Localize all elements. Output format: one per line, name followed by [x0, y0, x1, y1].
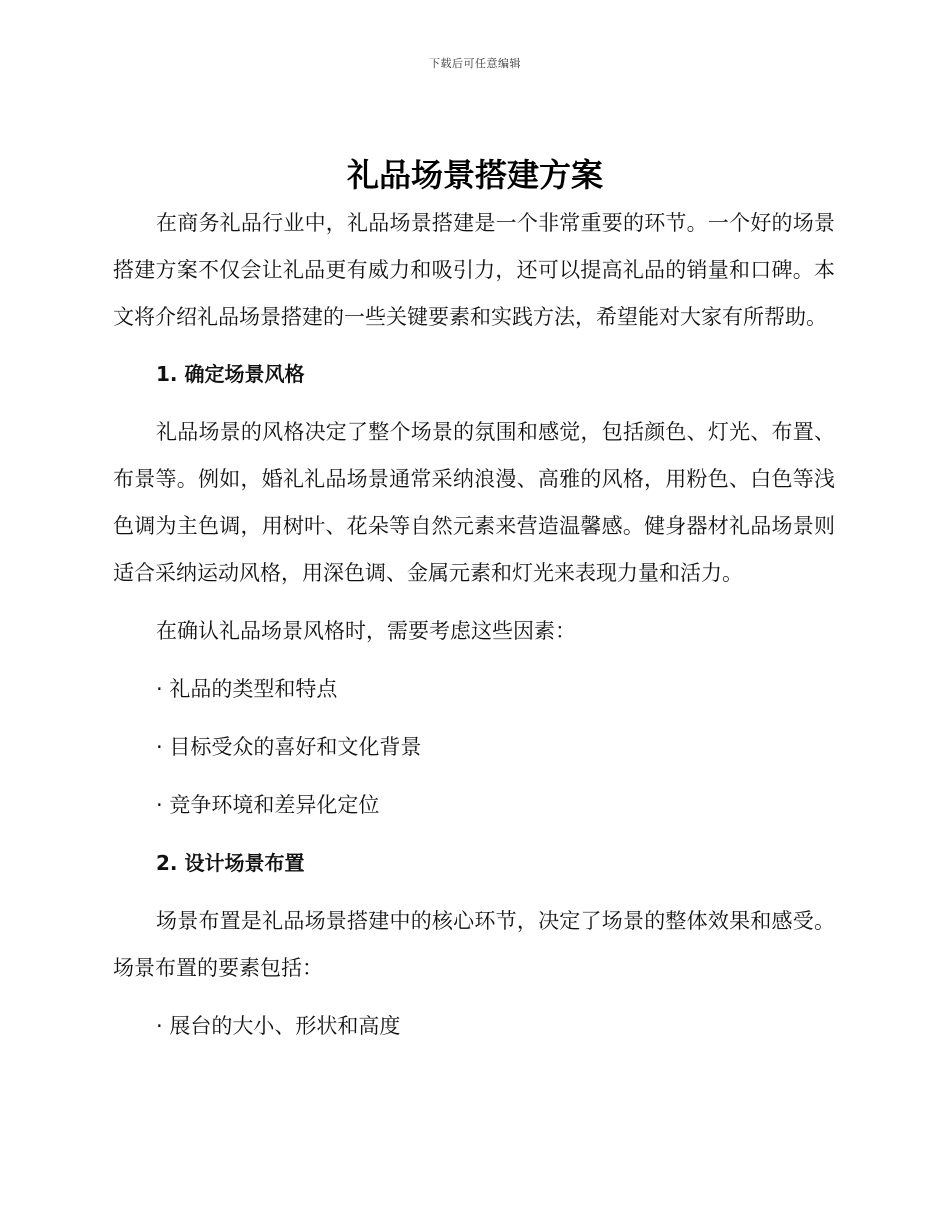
list-item: · 竞争环境和差异化定位 [156, 793, 380, 817]
list-item: · 目标受众的喜好和文化背景 [156, 735, 422, 759]
list-item: · 礼品的类型和特点 [156, 677, 338, 701]
section-2-paragraph: 场景布置是礼品场景搭建中的核心环节，决定了场景的整体效果和感受。场景布置的要素包括： [113, 909, 835, 980]
section-2-heading: 2. 设计场景布置 [156, 851, 305, 875]
document-title: 礼品场景搭建方案 [346, 156, 603, 194]
intro-paragraph: 在商务礼品行业中，礼品场景搭建是一个非常重要的环节。一个好的场景搭建方案不仅会让礼品更有威力和吸引力，还可以提高礼品的销量和口碑。本文将介绍礼品场景搭建的一些关键要素和实践方法，希望能对大家有所帮助。 [113, 211, 835, 329]
header-note: 下载后可任意编辑 [429, 57, 521, 70]
section-1-lead: 在确认礼品场景风格时，需要考虑这些因素： [156, 619, 576, 643]
section-1-heading: 1. 确定场景风格 [156, 362, 305, 386]
list-item: · 展台的大小、形状和高度 [156, 1014, 401, 1038]
document-body [113, 200, 835, 1050]
section-1-paragraph: 礼品场景的风格决定了整个场景的氛围和感觉，包括颜色、灯光、布置、布景等。例如，婚礼礼品场景通常采纳浪漫、高雅的风格，用粉色、白色等浅色调为主色调，用树叶、花朵等自然元素来营造温馨感。健身器材礼品场景则适合采纳运动风格，用深色调、金属元素和灯光来表现力量和活力。 [113, 420, 835, 585]
